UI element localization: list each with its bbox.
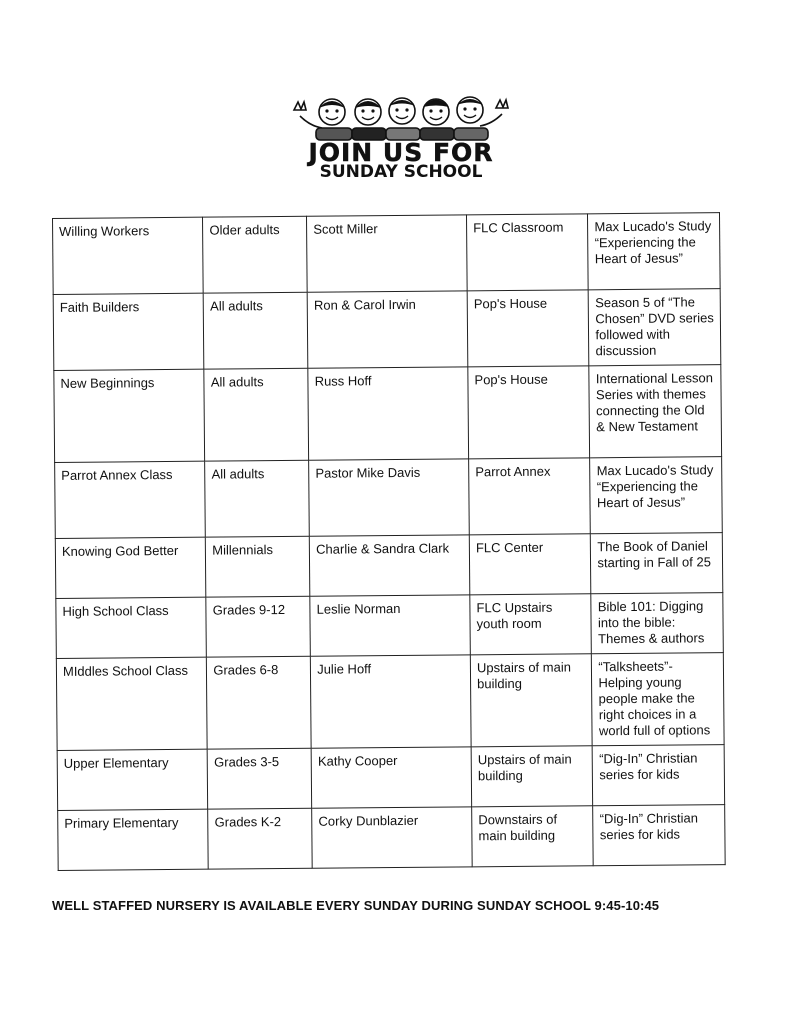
table-row (53, 289, 721, 371)
sunday-school-table (52, 212, 726, 871)
location-cell: FLC Center (469, 534, 591, 595)
table-row (56, 593, 723, 659)
teacher-cell: Scott Miller (307, 215, 468, 292)
location-cell: FLC Classroom (467, 214, 589, 291)
table-row (58, 805, 725, 871)
class-name-cell: Knowing God Better (55, 537, 206, 598)
teacher-cell: Pastor Mike Davis (309, 459, 470, 536)
table-row (55, 533, 722, 599)
age-group-cell: Grades K-2 (208, 808, 312, 869)
class-name-cell: Parrot Annex Class (55, 461, 206, 538)
teacher-cell: Leslie Norman (310, 595, 470, 656)
logo-subtitle: SUNDAY SCHOOL (319, 162, 483, 182)
topic-cell: “Dig-In” Christian series for kids (593, 805, 725, 866)
teacher-cell: Ron & Carol Irwin (307, 291, 468, 368)
topic-cell: Season 5 of “The Chosen” DVD series followed with discussion (589, 289, 721, 366)
topic-cell: International Lesson Series with themes connecting the Old & New Testament (589, 365, 721, 458)
age-group-cell: Older adults (203, 216, 308, 293)
age-group-cell: Grades 9-12 (206, 596, 310, 657)
topic-cell: Bible 101: Digging into the bible: Themes & authors (591, 593, 723, 654)
nursery-notice: WELL STAFFED NURSERY IS AVAILABLE EVERY SUNDAY DURING SUNDAY SCHOOL 9:45-10:45 (52, 898, 660, 913)
logo-title: JOIN US FOR (308, 138, 494, 167)
age-group-cell: All adults (204, 368, 309, 461)
table-row (53, 213, 721, 295)
topic-cell: “Talksheets”- Helping young people make the right choices in a world full of options (592, 653, 724, 746)
class-name-cell: Primary Elementary (58, 809, 209, 870)
teacher-cell: Russ Hoff (308, 367, 469, 460)
location-cell: Pop's House (467, 290, 589, 367)
class-name-cell: Willing Workers (53, 217, 204, 294)
teacher-cell: Charlie & Sandra Clark (310, 535, 470, 596)
teacher-cell: Kathy Cooper (311, 747, 471, 808)
location-cell: FLC Upstairs youth room (470, 594, 592, 655)
location-cell: Downstairs of main building (472, 806, 594, 867)
location-cell: Upstairs of main building (470, 654, 592, 747)
location-cell: Pop's House (468, 366, 590, 459)
table-row (54, 365, 722, 463)
table-row (55, 457, 723, 539)
table-row (57, 745, 724, 811)
location-cell: Parrot Annex (469, 458, 591, 535)
class-name-cell: Faith Builders (53, 293, 204, 370)
class-name-cell: MIddles School Class (56, 657, 207, 750)
age-group-cell: All adults (205, 460, 310, 537)
class-name-cell: High School Class (56, 597, 207, 658)
age-group-cell: Millennials (206, 536, 310, 597)
location-cell: Upstairs of main building (471, 746, 593, 807)
topic-cell: “Dig-In” Christian series for kids (593, 745, 725, 806)
age-group-cell: Grades 3-5 (207, 748, 311, 809)
table-row (56, 653, 724, 751)
class-name-cell: Upper Elementary (57, 749, 208, 810)
class-name-cell: New Beginnings (54, 369, 205, 462)
age-group-cell: Grades 6-8 (207, 656, 312, 749)
teacher-cell: Corky Dunblazier (312, 807, 472, 868)
topic-cell: The Book of Daniel starting in Fall of 25 (591, 533, 723, 594)
topic-cell: Max Lucado's Study “Experiencing the Heart of Jesus” (588, 213, 720, 290)
topic-cell: Max Lucado's Study “Experiencing the Heart of Jesus” (590, 457, 722, 534)
age-group-cell: All adults (204, 292, 309, 369)
teacher-cell: Julie Hoff (311, 655, 472, 748)
